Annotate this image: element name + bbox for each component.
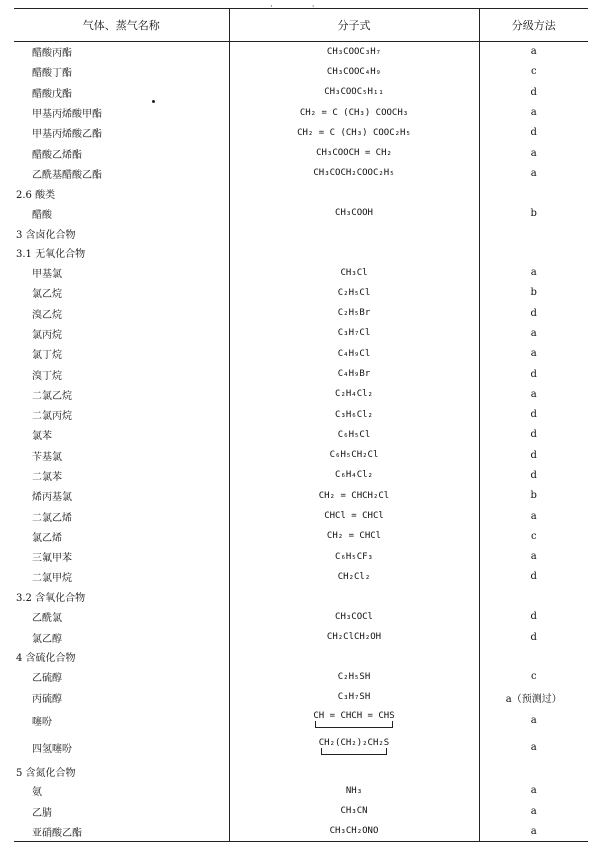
molecular-formula bbox=[229, 761, 479, 781]
molecular-formula: C₃H₆Cl₂ bbox=[229, 404, 479, 424]
classification-grade: a bbox=[479, 781, 588, 801]
classification-grade: d bbox=[479, 123, 588, 143]
classification-grade: a bbox=[479, 821, 588, 841]
table-row bbox=[14, 62, 588, 82]
table-row bbox=[14, 781, 588, 801]
molecular-formula: C₄H₉Cl bbox=[229, 344, 479, 364]
substance-name: 溴乙烷 bbox=[32, 309, 62, 321]
section-row bbox=[14, 761, 588, 781]
molecular-formula: C₂H₅SH bbox=[229, 667, 479, 687]
substance-name: 乙硫醇 bbox=[32, 673, 62, 685]
molecular-formula bbox=[229, 734, 479, 761]
substance-name: 噻吩 bbox=[32, 717, 52, 729]
substance-name: 溴丁烷 bbox=[32, 370, 62, 382]
molecular-formula: CH₃COOH bbox=[229, 203, 479, 223]
classification-grade: d bbox=[479, 404, 588, 424]
substance-name: 甲基氯 bbox=[32, 269, 62, 281]
classification-grade: a bbox=[479, 801, 588, 821]
molecular-formula: NH₃ bbox=[229, 781, 479, 801]
classification-grade: a bbox=[479, 384, 588, 404]
substance-name: 氯乙烷 bbox=[32, 289, 62, 301]
table-body bbox=[14, 42, 588, 842]
classification-grade: d bbox=[479, 425, 588, 445]
substance-name: 醋酸戊酯 bbox=[32, 88, 72, 100]
table-row bbox=[14, 821, 588, 841]
molecular-formula bbox=[229, 647, 479, 667]
classification-grade bbox=[479, 243, 588, 263]
classification-grade: a bbox=[479, 42, 588, 62]
table-row bbox=[14, 102, 588, 122]
table-row bbox=[14, 567, 588, 587]
section-heading: 5 含氮化合物 bbox=[16, 767, 76, 779]
molecular-formula: C₆H₄Cl₂ bbox=[229, 465, 479, 485]
substance-name: 氯苯 bbox=[32, 431, 52, 443]
substance-name: 二氯乙烯 bbox=[32, 512, 72, 524]
substance-name: 乙酰氯 bbox=[32, 613, 62, 625]
classification-grade: d bbox=[479, 627, 588, 647]
substance-name: 二氯甲烷 bbox=[32, 573, 72, 585]
classification-grade: c bbox=[479, 526, 588, 546]
molecular-formula: C₂H₅Cl bbox=[229, 283, 479, 303]
classification-grade: a（预测过） bbox=[479, 687, 588, 707]
header-formula: 分子式 bbox=[229, 9, 479, 42]
table-row bbox=[14, 283, 588, 303]
header-grade: 分级方法 bbox=[479, 9, 588, 42]
table-row bbox=[14, 707, 588, 734]
molecular-formula: CH₃COOC₅H₁₁ bbox=[229, 82, 479, 102]
substance-name: 烯丙基氯 bbox=[32, 492, 72, 504]
classification-grade: a bbox=[479, 102, 588, 122]
table-row bbox=[14, 667, 588, 687]
ring-bond-bracket bbox=[315, 721, 392, 728]
substance-name: 醋酸丙酯 bbox=[32, 48, 72, 60]
table-row bbox=[14, 425, 588, 445]
substance-name: 醋酸丁酯 bbox=[32, 68, 72, 80]
classification-grade: d bbox=[479, 607, 588, 627]
substance-name: 醋酸乙烯酯 bbox=[32, 149, 82, 161]
classification-grade: a bbox=[479, 163, 588, 183]
substance-name: 氨 bbox=[32, 787, 42, 799]
classification-grade: a bbox=[479, 323, 588, 343]
table-row bbox=[14, 734, 588, 761]
substance-name: 三氟甲苯 bbox=[32, 553, 72, 565]
table-row bbox=[14, 203, 588, 223]
section-row bbox=[14, 647, 588, 667]
classification-grade: d bbox=[479, 567, 588, 587]
molecular-formula: C₆H₅CH₂Cl bbox=[229, 445, 479, 465]
substance-name: 乙腈 bbox=[32, 807, 52, 819]
molecular-formula: C₂H₅Br bbox=[229, 303, 479, 323]
classification-grade: a bbox=[479, 143, 588, 163]
substance-name: 甲基丙烯酸乙酯 bbox=[32, 129, 102, 141]
molecular-formula: CH₂ = CHCl bbox=[229, 526, 479, 546]
classification-grade bbox=[479, 647, 588, 667]
classification-grade bbox=[479, 761, 588, 781]
molecular-formula bbox=[229, 243, 479, 263]
table-row bbox=[14, 323, 588, 343]
molecular-formula: CH₃COCH₂COOC₂H₅ bbox=[229, 163, 479, 183]
molecular-formula: CH₃COOC₄H₉ bbox=[229, 62, 479, 82]
molecular-formula: CH₃CH₂ONO bbox=[229, 821, 479, 841]
table-row bbox=[14, 163, 588, 183]
table-row bbox=[14, 607, 588, 627]
ring-bond-bracket bbox=[321, 748, 387, 755]
classification-grade: a bbox=[479, 506, 588, 526]
classification-grade bbox=[479, 587, 588, 607]
classification-grade: a bbox=[479, 262, 588, 282]
classification-grade: d bbox=[479, 82, 588, 102]
table-row bbox=[14, 526, 588, 546]
molecular-formula: CH₂ = C (CH₃) COOC₂H₅ bbox=[229, 123, 479, 143]
substance-name: 四氢噻吩 bbox=[32, 744, 72, 756]
molecular-formula: C₃H₇Cl bbox=[229, 323, 479, 343]
molecular-formula: C₆H₅CF₃ bbox=[229, 547, 479, 567]
classification-grade: c bbox=[479, 667, 588, 687]
table-row bbox=[14, 123, 588, 143]
section-heading: 3.1 无氧化合物 bbox=[16, 249, 86, 261]
gas-classification-table bbox=[14, 8, 588, 842]
ring-formula-text: CH = CHCH = CHS bbox=[313, 711, 395, 722]
table-row bbox=[14, 627, 588, 647]
classification-grade: a bbox=[479, 547, 588, 567]
classification-grade: c bbox=[479, 62, 588, 82]
molecular-formula: C₆H₅Cl bbox=[229, 425, 479, 445]
classification-grade: d bbox=[479, 465, 588, 485]
substance-name: 苄基氯 bbox=[32, 451, 62, 463]
substance-name: 亚硝酸乙酯 bbox=[14, 821, 229, 841]
table-row bbox=[14, 384, 588, 404]
classification-grade: d bbox=[479, 445, 588, 465]
table-row bbox=[14, 687, 588, 707]
header-name: 气体、蒸气名称 bbox=[14, 9, 229, 42]
section-row bbox=[14, 587, 588, 607]
molecular-formula: CH₃CN bbox=[229, 801, 479, 821]
table-row bbox=[14, 465, 588, 485]
section-heading: 4 含硫化合物 bbox=[16, 653, 76, 665]
table-row bbox=[14, 506, 588, 526]
table-row bbox=[14, 404, 588, 424]
molecular-formula: CH₃COCl bbox=[229, 607, 479, 627]
substance-name: 氯丙烷 bbox=[32, 329, 62, 341]
table-row bbox=[14, 143, 588, 163]
section-row bbox=[14, 184, 588, 204]
molecular-formula: C₂H₄Cl₂ bbox=[229, 384, 479, 404]
substance-name: 乙酰基醋酸乙酯 bbox=[32, 169, 102, 181]
substance-name: 醋酸 bbox=[32, 209, 52, 221]
section-heading: 3 含卤化合物 bbox=[16, 229, 76, 241]
molecular-formula: CH₃COOCH = CH₂ bbox=[229, 143, 479, 163]
substance-name: 甲基丙烯酸甲酯 bbox=[32, 109, 102, 121]
substance-name: 二氯丙烷 bbox=[32, 411, 72, 423]
molecular-formula bbox=[229, 184, 479, 204]
classification-grade bbox=[479, 184, 588, 204]
section-heading: 3.2 含氧化合物 bbox=[16, 593, 86, 605]
table-row bbox=[14, 82, 588, 102]
classification-grade: b bbox=[479, 283, 588, 303]
table-row bbox=[14, 262, 588, 282]
table-row bbox=[14, 547, 588, 567]
classification-grade: a bbox=[479, 707, 588, 734]
molecular-formula: CH₃Cl bbox=[229, 262, 479, 282]
molecular-formula: CHCl = CHCl bbox=[229, 506, 479, 526]
section-row bbox=[14, 223, 588, 243]
table-row bbox=[14, 364, 588, 384]
table-row bbox=[14, 303, 588, 323]
section-row bbox=[14, 243, 588, 263]
classification-grade bbox=[479, 223, 588, 243]
table-row bbox=[14, 801, 588, 821]
classification-grade: a bbox=[479, 734, 588, 761]
ring-formula bbox=[313, 711, 394, 730]
page-top-dots: · · bbox=[270, 2, 333, 12]
substance-name: 二氯苯 bbox=[32, 471, 62, 483]
table-row bbox=[14, 42, 588, 62]
molecular-formula: CH₂ = C (CH₃) COOCH₃ bbox=[229, 102, 479, 122]
substance-name: 氯丁烷 bbox=[32, 350, 62, 362]
ring-formula bbox=[319, 738, 389, 757]
molecular-formula bbox=[229, 223, 479, 243]
classification-grade: d bbox=[479, 303, 588, 323]
substance-name: 氯乙烯 bbox=[32, 532, 62, 544]
substance-name: 丙硫醇 bbox=[32, 693, 62, 705]
classification-grade: a bbox=[479, 344, 588, 364]
molecular-formula: C₄H₉Br bbox=[229, 364, 479, 384]
table-row bbox=[14, 344, 588, 364]
ring-formula-text: CH₂(CH₂)₂CH₂S bbox=[318, 738, 390, 749]
molecular-formula bbox=[229, 707, 479, 734]
classification-grade: b bbox=[479, 203, 588, 223]
classification-grade: b bbox=[479, 486, 588, 506]
molecular-formula: CH₂ClCH₂OH bbox=[229, 627, 479, 647]
molecular-formula: CH₂ = CHCH₂Cl bbox=[229, 486, 479, 506]
substance-name: 二氯乙烷 bbox=[32, 390, 72, 402]
substance-name: 氯乙醇 bbox=[32, 633, 62, 645]
table-row bbox=[14, 445, 588, 465]
classification-grade: d bbox=[479, 364, 588, 384]
molecular-formula: CH₂Cl₂ bbox=[229, 567, 479, 587]
table-header-row bbox=[14, 9, 588, 42]
molecular-formula bbox=[229, 587, 479, 607]
molecular-formula: C₃H₇SH bbox=[229, 687, 479, 707]
section-heading: 2.6 酸类 bbox=[16, 189, 56, 201]
table-row bbox=[14, 486, 588, 506]
molecular-formula: CH₃COOC₃H₇ bbox=[229, 42, 479, 62]
